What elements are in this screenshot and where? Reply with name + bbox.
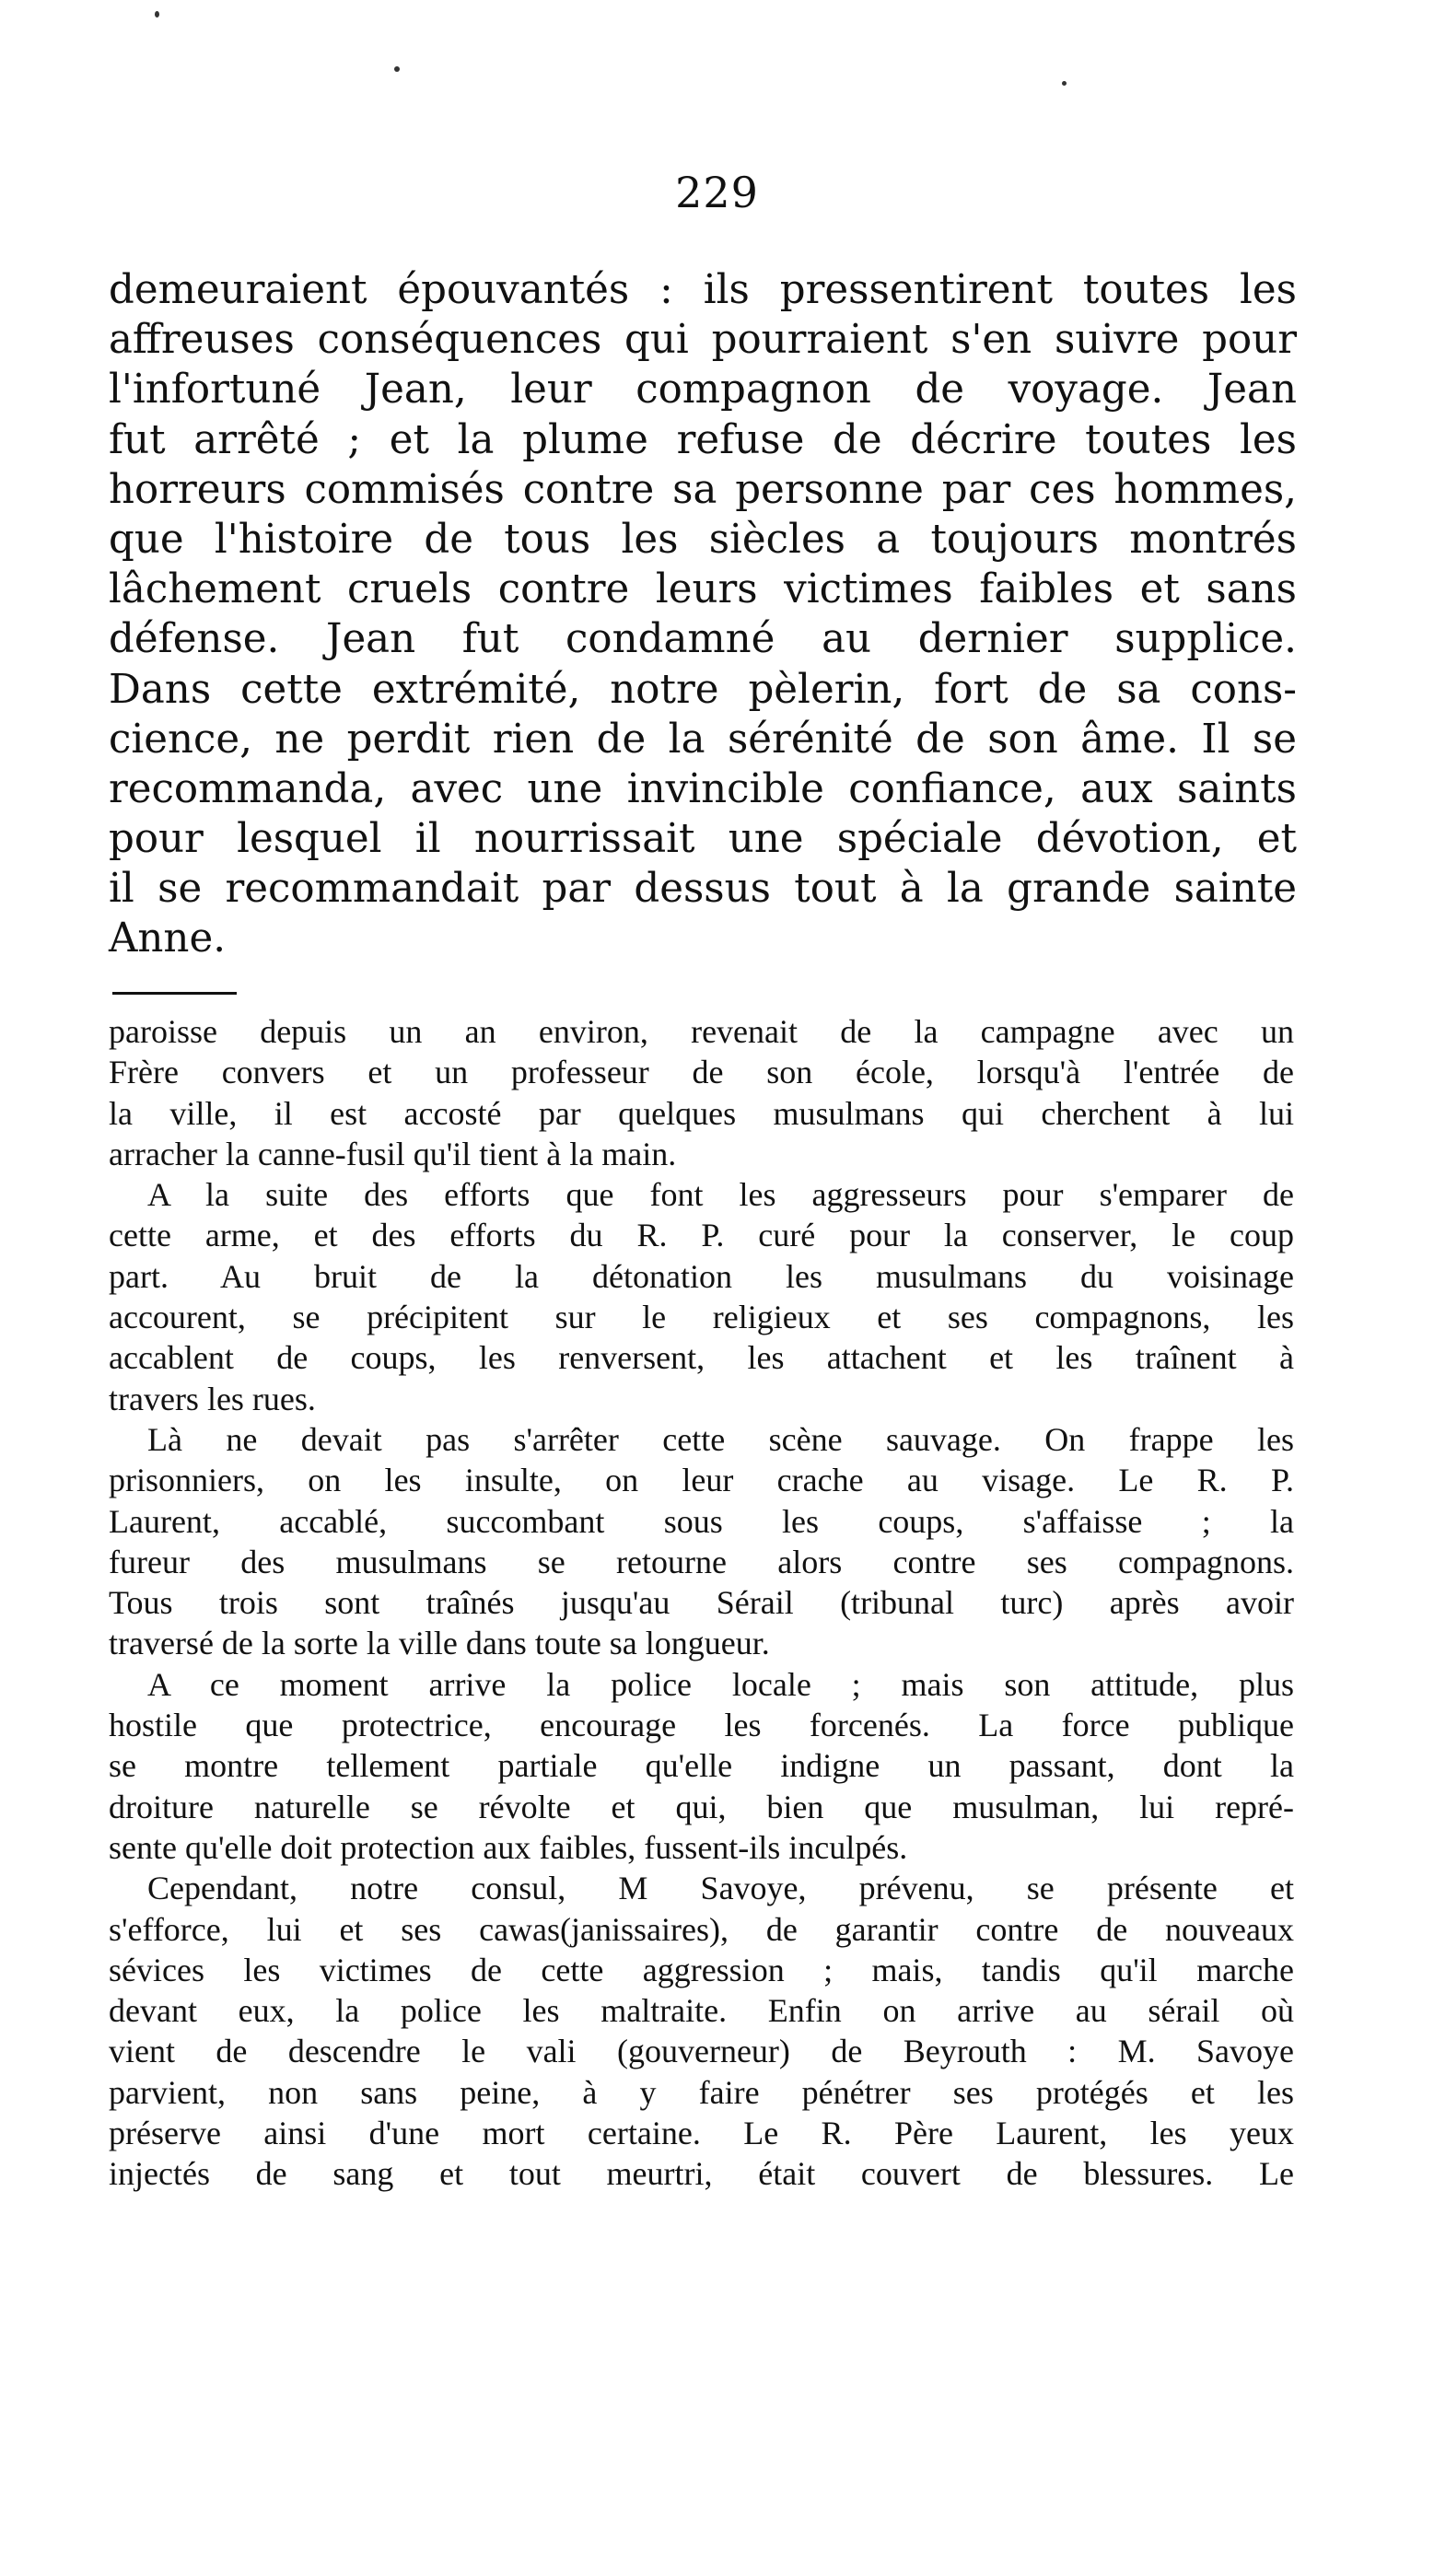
footnote-line: parvient, non sans peine, à y faire pénétrer ses protégés et les [109, 2073, 1294, 2111]
footnote-line: préserve ainsi d'une mort certaine. Le R. Père Laurent, les yeux [109, 2115, 1294, 2152]
main-text-block [109, 265, 1297, 964]
main-text-line: lâchement cruels contre leurs victimes faibles et sans [109, 566, 1297, 613]
footnote-line: fureur des musulmans se retourne alors contre ses compagnons. [109, 1543, 1294, 1580]
main-text-line: défense. Jean fut condamné au dernier supplice. [109, 616, 1297, 663]
footnote-separator-rule [112, 992, 237, 995]
footnote-line: Laurent, accablé, succombant sous les coups, s'affaisse ; la [109, 1502, 1294, 1540]
main-text-line: pour lesquel il nourrissait une spéciale dévotion, et [109, 816, 1297, 863]
page-number: 229 [675, 168, 759, 217]
main-text-line: fut arrêté ; et la plume refuse de décrire toutes les [109, 416, 1297, 463]
footnote-line: sente qu'elle doit protection aux faibles, fussent-ils inculpés. [109, 1828, 908, 1866]
footnote-block [109, 1011, 1294, 2195]
footnote-line: hostile que protectrice, encourage les forcenés. La force publique [109, 1707, 1294, 1744]
footnote-line: vient de descendre le vali (gouverneur) de Beyrouth : M. Savoye [109, 2033, 1294, 2070]
footnote-line: Frère convers et un professeur de son école, lorsqu'à l'entrée de [109, 1054, 1294, 1091]
footnote-line: Tous trois sont traînés jusqu'au Sérail (tribunal turc) après avoir [109, 1584, 1294, 1622]
footnote-line: se montre tellement partiale qu'elle indigne un passant, dont la [109, 1747, 1294, 1785]
footnote-line: la ville, il est accosté par quelques musulmans qui cherchent à lui [109, 1094, 1294, 1132]
footnote-line: arracher la canne-fusil qu'il tient à la main. [109, 1135, 677, 1172]
main-text-line: affreuses conséquences qui pourraient s'en suivre pour [109, 317, 1297, 364]
footnote-line: s'efforce, lui et ses cawas(janissaires), de garantir contre de nouveaux [109, 1910, 1294, 1948]
footnote-line: A ce moment arrive la police locale ; mais son attitude, plus [147, 1665, 1294, 1703]
main-text-line: Anne. [109, 915, 227, 962]
footnote-line: injectés de sang et tout meurtri, était couvert de blessures. Le [109, 2155, 1294, 2193]
main-text-line: que l'histoire de tous les siècles a toujours montrés [109, 516, 1297, 563]
footnote-line: accablent de coups, les renversent, les attachent et les traînent à [109, 1339, 1294, 1377]
footnote-line: cette arme, et des efforts du R. P. curé pour la conserver, le coup [109, 1217, 1294, 1254]
footnote-line: paroisse depuis un an environ, revenait de la campagne avec un [109, 1013, 1294, 1050]
footnote-line: sévices les victimes de cette aggression ; mais, tandis qu'il marche [109, 1951, 1294, 1988]
footnote-line: prisonniers, on les insulte, on leur crache au visage. Le R. P. [109, 1462, 1294, 1499]
footnote-line: traversé de la sorte la ville dans toute sa longueur. [109, 1625, 770, 1662]
footnote-line: Cependant, notre consul, M Savoye, prévenu, se présente et [147, 1870, 1294, 1907]
main-text-line: Dans cette extrémité, notre pèlerin, fort de sa cons- [109, 666, 1297, 713]
scan-speck [155, 11, 159, 17]
footnote-line: part. Au bruit de la détonation les musulmans du voisinage [109, 1257, 1294, 1295]
scan-speck [1062, 81, 1067, 86]
main-text-line: demeuraient épouvantés : ils pressentirent toutes les [109, 267, 1297, 313]
scan-speck [394, 66, 400, 72]
footnote-line: Là ne devait pas s'arrêter cette scène sauvage. On frappe les [147, 1420, 1294, 1458]
main-text-line: l'infortuné Jean, leur compagnon de voyage. Jean [109, 367, 1297, 414]
main-text-line: il se recommandait par dessus tout à la grande sainte [109, 866, 1297, 913]
footnote-line: droiture naturelle se révolte et qui, bien que musulman, lui repré- [109, 1788, 1294, 1825]
footnote-line: A la suite des efforts que font les aggresseurs pour s'emparer de [147, 1176, 1294, 1214]
footnote-line: travers les rues. [109, 1380, 316, 1417]
main-text-line: recommanda, avec une invincible confiance, aux saints [109, 765, 1297, 812]
main-text-line: cience, ne perdit rien de la sérénité de son âme. Il se [109, 716, 1297, 763]
main-text-line: horreurs commisés contre sa personne par ces hommes, [109, 466, 1297, 513]
footnote-line: devant eux, la police les maltraite. Enfin on arrive au sérail où [109, 1992, 1294, 2030]
footnote-line: accourent, se précipitent sur le religieux et ses compagnons, les [109, 1299, 1294, 1336]
